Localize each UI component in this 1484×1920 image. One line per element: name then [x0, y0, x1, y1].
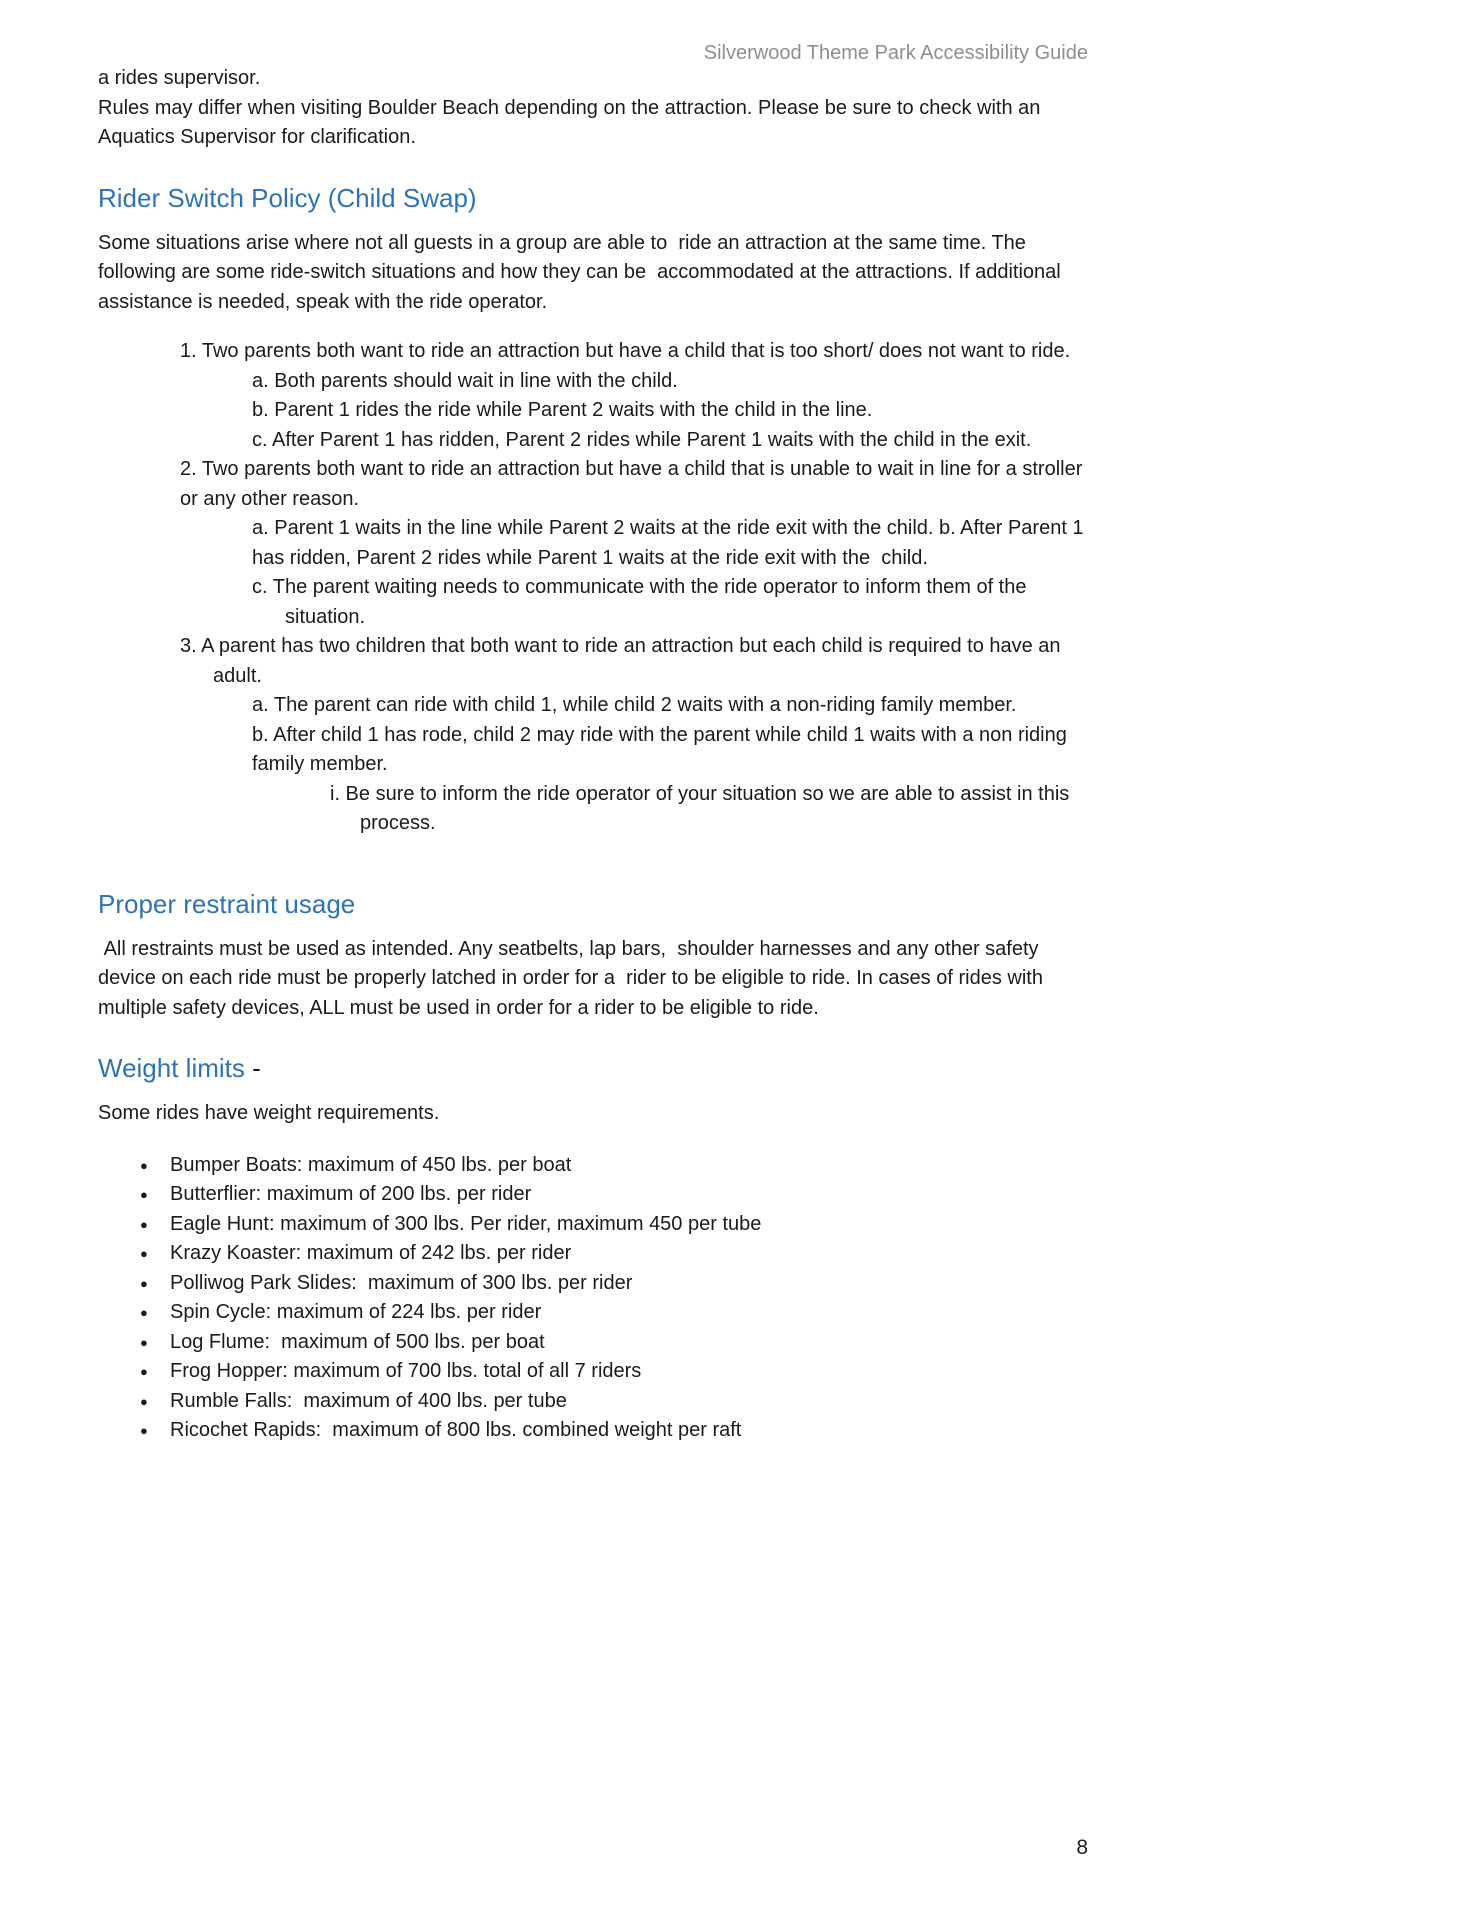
list-item — [98, 1387, 1088, 1417]
list-item-3a: a. The parent can ride with child 1, while child 2 waits with a non-riding family member. — [252, 694, 1017, 716]
list-item — [98, 1328, 1088, 1358]
bullet-icon: ● — [140, 1187, 148, 1202]
list-item — [98, 1151, 1088, 1181]
bullet-icon: ● — [140, 1157, 148, 1173]
list-item — [98, 1416, 1088, 1446]
heading-weight-limits — [98, 1051, 1088, 1085]
bullet-icon: ● — [140, 1275, 148, 1291]
paragraph-restraint-usage: All restraints must be used as intended. Any seatbelts, lap bars, shoulder harnesses and any other safety device on each ride must be properly latched in order for a rider to be eligible to ride. In cases of rides with multiple safety devices, ALL must be used in order for a rider to be eligible to ride. — [98, 937, 1049, 1019]
list-item-1: 1. Two parents both want to ride an attraction but have a child that is too short/ does not want to ride. — [180, 340, 1071, 362]
bullet-icon: ● — [140, 1334, 148, 1350]
list-item-label: Spin Cycle: maximum of 224 lbs. per rider — [170, 1301, 542, 1323]
list-item-label: Bumper Boats: maximum of 450 lbs. per boat — [170, 1153, 572, 1176]
list-item — [98, 1180, 1088, 1210]
page-content — [98, 64, 1088, 1446]
bullet-icon: ● — [140, 1364, 148, 1379]
list-item-label: Butterflier: maximum of 200 lbs. per rider — [170, 1183, 532, 1205]
list-item-1b: b. Parent 1 rides the ride while Parent 2 waits with the child in the line. — [252, 399, 873, 421]
list-item-2: 2. Two parents both want to ride an attraction but have a child that is unable to wait in line for a stroller or any other reason. — [180, 458, 1088, 510]
list-item — [98, 1357, 1088, 1387]
bullet-icon: ● — [140, 1393, 148, 1409]
bullet-icon: ● — [140, 1246, 148, 1261]
heading-rider-switch-policy: Rider Switch Policy (Child Swap) — [98, 182, 477, 213]
list-item — [98, 1239, 1088, 1269]
list-item — [98, 1269, 1088, 1299]
list-item-label: Rumble Falls: maximum of 400 lbs. per tube — [170, 1389, 567, 1412]
page-number: 8 — [1076, 1836, 1088, 1859]
list-item-label: Frog Hopper: maximum of 700 lbs. total of all 7 riders — [170, 1360, 642, 1382]
bullet-icon: ● — [140, 1305, 148, 1320]
list-item-2a: a. Parent 1 waits in the line while Parent 2 waits at the ride exit with the child. b. After Parent 1 has ridden, Parent 2 rides while Parent 1 waits at the ride exit with the child. — [252, 517, 1090, 569]
rider-switch-list — [98, 337, 1088, 839]
paragraph-weight-intro: Some rides have weight requirements. — [98, 1102, 440, 1124]
list-item-2c: c. The parent waiting needs to communicate with the ride operator to inform them of the situation. — [252, 576, 1033, 628]
list-item-1c: c. After Parent 1 has ridden, Parent 2 rides while Parent 1 waits with the child in the exit. — [252, 428, 1032, 451]
heading-weight-limits-dash: - — [244, 1053, 261, 1083]
paragraph-rides-supervisor: a rides supervisor. — [98, 67, 261, 89]
weight-limits-list — [98, 1151, 1088, 1446]
list-item-label: Log Flume: maximum of 500 lbs. per boat — [170, 1330, 545, 1353]
list-item-label: Polliwog Park Slides: maximum of 300 lbs. per rider — [170, 1271, 633, 1294]
heading-proper-restraint-usage: Proper restraint usage — [98, 888, 356, 919]
list-item — [98, 1210, 1088, 1240]
paragraph-rider-switch-intro: Some situations arise where not all guests in a group are able to ride an attraction at the same time. The following are some ride-switch situations and how they can be accommodated at the attractions. If additional assistance is needed, speak with the ride operator. — [98, 231, 1067, 313]
list-item-label: Eagle Hunt: maximum of 300 lbs. Per rider, maximum 450 per tube — [170, 1212, 762, 1235]
list-item-1a: a. Both parents should wait in line with the child. — [252, 369, 678, 392]
list-item-3b-i: i. Be sure to inform the ride operator of your situation so we are able to assist in this process. — [330, 782, 1075, 834]
list-item-3: 3. A parent has two children that both want to ride an attraction but each child is required to have an adult. — [180, 635, 1067, 687]
bullet-icon: ● — [140, 1423, 148, 1438]
running-header-title: Silverwood Theme Park Accessibility Guide — [703, 42, 1088, 64]
paragraph-boulder-beach: Rules may differ when visiting Boulder Beach depending on the attraction. Please be sure to check with an Aquatics Supervisor for clarification. — [98, 96, 1045, 148]
list-item — [98, 1298, 1088, 1328]
list-item-label: Ricochet Rapids: maximum of 800 lbs. combined weight per raft — [170, 1419, 742, 1441]
list-item-label: Krazy Koaster: maximum of 242 lbs. per rider — [170, 1242, 572, 1264]
list-item-3b: b. After child 1 has rode, child 2 may ride with the parent while child 1 waits with a non riding family member. — [252, 723, 1073, 775]
bullet-icon: ● — [140, 1216, 148, 1232]
heading-weight-limits-text: Weight limits — [98, 1053, 245, 1083]
